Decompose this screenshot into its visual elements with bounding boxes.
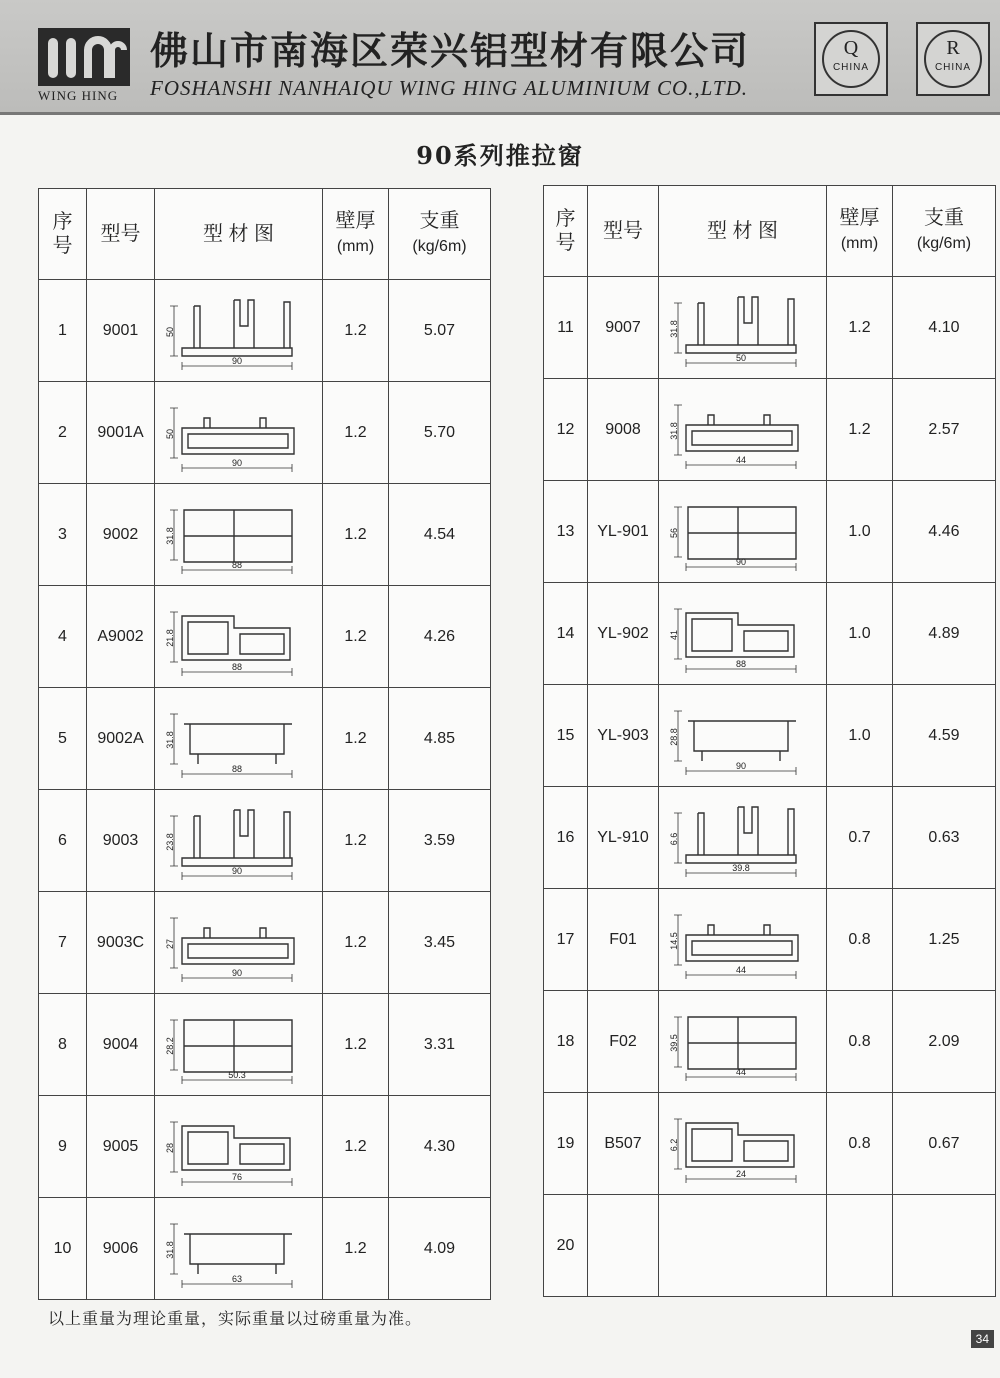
cell-weight: 3.31 — [389, 994, 491, 1096]
dimension-height: 21.8 — [164, 628, 175, 647]
cell-weight: 4.85 — [389, 688, 491, 790]
profile-drawing — [668, 1201, 818, 1291]
profile-drawing — [668, 895, 818, 985]
cell-drawing — [155, 790, 323, 892]
dimension-height: 31.8 — [668, 421, 679, 440]
dimension-width: 44 — [735, 964, 746, 975]
cell-drawing — [155, 586, 323, 688]
profile-drawing — [668, 487, 818, 577]
badge-letter: Q — [843, 37, 859, 59]
cell-weight: 4.10 — [893, 277, 996, 379]
cell-model: YL-910 — [588, 787, 659, 889]
dimension-height: 28 — [164, 1142, 175, 1153]
cell-drawing — [155, 382, 323, 484]
table-row — [544, 277, 996, 379]
page-number: 34 — [971, 1330, 994, 1348]
cell-model — [588, 1195, 659, 1297]
dimension-width: 88 — [231, 763, 242, 774]
col-header-model: 型号 — [87, 189, 155, 280]
page-title: 90系列推拉窗 — [416, 141, 584, 170]
profile-drawing — [668, 793, 818, 883]
cell-weight: 5.70 — [389, 382, 491, 484]
dimension-height: 14.5 — [668, 931, 679, 950]
dimension-height: 50 — [164, 326, 175, 337]
cell-thickness: 1.0 — [827, 481, 893, 583]
profile-drawing — [164, 286, 314, 376]
cell-no: 4 — [39, 586, 87, 688]
profile-drawing — [164, 1000, 314, 1090]
profile-drawing — [164, 490, 314, 580]
cell-drawing — [659, 277, 827, 379]
cell-model: 9007 — [588, 277, 659, 379]
cell-thickness: 1.2 — [323, 688, 389, 790]
dimension-width: 39.8 — [731, 862, 750, 873]
table-row — [39, 1198, 491, 1300]
cell-weight: 4.89 — [893, 583, 996, 685]
profile-drawing — [668, 691, 818, 781]
cell-thickness: 1.0 — [827, 583, 893, 685]
dimension-width: 88 — [735, 658, 746, 669]
table-header-row — [544, 186, 996, 277]
cell-thickness: 1.0 — [827, 685, 893, 787]
profile-drawing — [668, 1099, 818, 1189]
table-row — [544, 685, 996, 787]
cell-no: 17 — [544, 889, 588, 991]
cell-drawing — [659, 685, 827, 787]
cell-drawing — [659, 1195, 827, 1297]
cell-drawing — [155, 1198, 323, 1300]
cell-no: 13 — [544, 481, 588, 583]
weight-note: 以上重量为理论重量，实际重量以过磅重量为准。 — [48, 1311, 423, 1328]
cell-weight: 1.25 — [893, 889, 996, 991]
profile-table-right — [543, 185, 996, 1297]
col-header-no: 序 号 — [544, 186, 588, 277]
dimension-width: 90 — [735, 760, 746, 771]
cell-no: 6 — [39, 790, 87, 892]
cell-thickness: 0.8 — [827, 1093, 893, 1195]
cell-thickness: 1.2 — [323, 1096, 389, 1198]
cell-model: YL-901 — [588, 481, 659, 583]
cell-weight: 0.67 — [893, 1093, 996, 1195]
table-row — [39, 382, 491, 484]
cell-no: 3 — [39, 484, 87, 586]
dimension-width: 50.3 — [227, 1069, 246, 1080]
cell-no: 8 — [39, 994, 87, 1096]
cell-no: 9 — [39, 1096, 87, 1198]
table-row — [544, 889, 996, 991]
table-row — [544, 787, 996, 889]
cell-drawing — [659, 787, 827, 889]
cell-drawing — [659, 889, 827, 991]
col-header-thickness: 壁厚 (mm) — [323, 189, 389, 280]
col-header-thickness: 壁厚 (mm) — [827, 186, 893, 277]
col-header-drawing: 型 材 图 — [155, 189, 323, 280]
table-row — [544, 583, 996, 685]
page-header — [0, 0, 1000, 115]
profile-drawing — [668, 589, 818, 679]
cell-no: 1 — [39, 280, 87, 382]
cell-thickness: 1.2 — [323, 280, 389, 382]
r-china-seal-icon — [924, 30, 982, 88]
dimension-height: 31.8 — [164, 730, 175, 749]
cell-thickness: 1.2 — [323, 382, 389, 484]
profile-drawing — [164, 388, 314, 478]
cell-weight: 2.09 — [893, 991, 996, 1093]
profile-drawing — [668, 997, 818, 1087]
table-row — [39, 892, 491, 994]
dimension-height: 31.8 — [668, 319, 679, 338]
cell-weight: 4.54 — [389, 484, 491, 586]
cell-model: 9005 — [87, 1096, 155, 1198]
dimension-width: 44 — [735, 1066, 746, 1077]
table-row — [39, 688, 491, 790]
cell-weight: 3.45 — [389, 892, 491, 994]
cell-weight: 3.59 — [389, 790, 491, 892]
dimension-height: 31.8 — [164, 526, 175, 545]
cell-thickness: 1.2 — [323, 586, 389, 688]
cell-no: 15 — [544, 685, 588, 787]
cell-model: YL-902 — [588, 583, 659, 685]
col-header-drawing: 型 材 图 — [659, 186, 827, 277]
dimension-height: 27 — [164, 938, 175, 949]
badge-sub: CHINA — [832, 62, 870, 73]
dimension-height: 56 — [668, 527, 679, 538]
profile-drawing — [164, 1102, 314, 1192]
dimension-width: 50 — [735, 352, 746, 363]
cell-drawing — [659, 583, 827, 685]
registered-badge — [916, 22, 990, 96]
dimension-width: 90 — [231, 457, 242, 468]
profile-drawing — [164, 898, 314, 988]
cell-model: A9002 — [87, 586, 155, 688]
profile-drawing — [164, 1204, 314, 1294]
dimension-width: 90 — [735, 556, 746, 567]
dimension-height: 50 — [164, 428, 175, 439]
profile-drawing — [668, 283, 818, 373]
cell-no: 18 — [544, 991, 588, 1093]
col-header-model: 型号 — [588, 186, 659, 277]
cell-model: YL-903 — [588, 685, 659, 787]
table-row — [39, 790, 491, 892]
col-header-no: 序 号 — [39, 189, 87, 280]
cell-thickness — [827, 1195, 893, 1297]
badge-sub: CHINA — [934, 62, 972, 73]
cell-model: 9002 — [87, 484, 155, 586]
cell-thickness: 1.2 — [323, 994, 389, 1096]
cell-drawing — [155, 484, 323, 586]
cell-model: 9001 — [87, 280, 155, 382]
dimension-height: 28.2 — [164, 1036, 175, 1055]
cell-model: F02 — [588, 991, 659, 1093]
dimension-height: 28.8 — [668, 727, 679, 746]
col-header-weight: 支重 (kg/6m) — [389, 189, 491, 280]
cell-weight: 4.30 — [389, 1096, 491, 1198]
cell-weight: 4.26 — [389, 586, 491, 688]
table-row — [39, 994, 491, 1096]
company-name-cn: 佛山市南海区荣兴铝型材有限公司 — [150, 28, 751, 73]
cell-weight: 5.07 — [389, 280, 491, 382]
profile-drawing — [164, 592, 314, 682]
q-china-seal-icon — [822, 30, 880, 88]
dimension-height: 23.8 — [164, 832, 175, 851]
cell-no: 5 — [39, 688, 87, 790]
dimension-width: 90 — [231, 355, 242, 366]
cell-no: 16 — [544, 787, 588, 889]
table-row — [39, 586, 491, 688]
dimension-width: 24 — [735, 1168, 746, 1179]
cell-model: 9003C — [87, 892, 155, 994]
dimension-width: 44 — [735, 454, 746, 465]
dimension-width: 76 — [231, 1171, 242, 1182]
dimension-height: 39.5 — [668, 1033, 679, 1052]
col-header-weight: 支重 (kg/6m) — [893, 186, 996, 277]
dimension-width: 63 — [231, 1273, 242, 1284]
cell-weight: 0.63 — [893, 787, 996, 889]
table-row — [544, 991, 996, 1093]
cell-weight — [893, 1195, 996, 1297]
cell-no: 7 — [39, 892, 87, 994]
logo-text: WING HING — [38, 88, 119, 103]
dimension-width: 88 — [231, 661, 242, 672]
table-header-row — [39, 189, 491, 280]
cell-thickness: 0.8 — [827, 889, 893, 991]
cell-drawing — [155, 994, 323, 1096]
cell-model: F01 — [588, 889, 659, 991]
cell-thickness: 1.2 — [323, 1198, 389, 1300]
cell-weight: 4.09 — [389, 1198, 491, 1300]
dimension-width: 90 — [231, 967, 242, 978]
cell-no: 11 — [544, 277, 588, 379]
table-row — [39, 280, 491, 382]
quality-badge — [814, 22, 888, 96]
cell-model: 9002A — [87, 688, 155, 790]
cell-thickness: 1.2 — [323, 892, 389, 994]
cell-model: 9001A — [87, 382, 155, 484]
cell-drawing — [659, 379, 827, 481]
cell-thickness: 0.8 — [827, 991, 893, 1093]
cell-drawing — [155, 1096, 323, 1198]
dimension-height: 6.6 — [668, 832, 679, 845]
table-row — [544, 379, 996, 481]
cell-thickness: 1.2 — [323, 790, 389, 892]
cell-no: 2 — [39, 382, 87, 484]
company-name-en: FOSHANSHI NANHAIQU WING HING ALUMINIUM CO.,LTD. — [150, 76, 749, 100]
cell-drawing — [155, 892, 323, 994]
cell-model: B507 — [588, 1093, 659, 1195]
cell-thickness: 1.2 — [323, 484, 389, 586]
dimension-height: 6.2 — [668, 1138, 679, 1151]
cell-no: 19 — [544, 1093, 588, 1195]
badge-letter: R — [946, 37, 960, 59]
cell-thickness: 1.2 — [827, 379, 893, 481]
cell-model: 9008 — [588, 379, 659, 481]
cell-no: 12 — [544, 379, 588, 481]
cell-drawing — [155, 688, 323, 790]
cell-drawing — [155, 280, 323, 382]
table-row — [544, 1093, 996, 1195]
cell-model: 9004 — [87, 994, 155, 1096]
table-row — [39, 484, 491, 586]
dimension-height: 41 — [668, 629, 679, 640]
table-row — [544, 1195, 996, 1297]
cell-no: 14 — [544, 583, 588, 685]
dimension-width: 88 — [231, 559, 242, 570]
cell-thickness: 0.7 — [827, 787, 893, 889]
cell-weight: 2.57 — [893, 379, 996, 481]
profile-drawing — [164, 796, 314, 886]
cell-weight: 4.46 — [893, 481, 996, 583]
dimension-height: 31.8 — [164, 1240, 175, 1259]
cell-thickness: 1.2 — [827, 277, 893, 379]
profile-drawing — [668, 385, 818, 475]
cell-drawing — [659, 1093, 827, 1195]
dimension-width: 90 — [231, 865, 242, 876]
profile-drawing — [164, 694, 314, 784]
table-row — [544, 481, 996, 583]
cell-no: 20 — [544, 1195, 588, 1297]
profile-table-left — [38, 188, 491, 1300]
cell-drawing — [659, 481, 827, 583]
cell-no: 10 — [39, 1198, 87, 1300]
cell-weight: 4.59 — [893, 685, 996, 787]
cell-model: 9003 — [87, 790, 155, 892]
table-row — [39, 1096, 491, 1198]
cell-model: 9006 — [87, 1198, 155, 1300]
cell-drawing — [659, 991, 827, 1093]
